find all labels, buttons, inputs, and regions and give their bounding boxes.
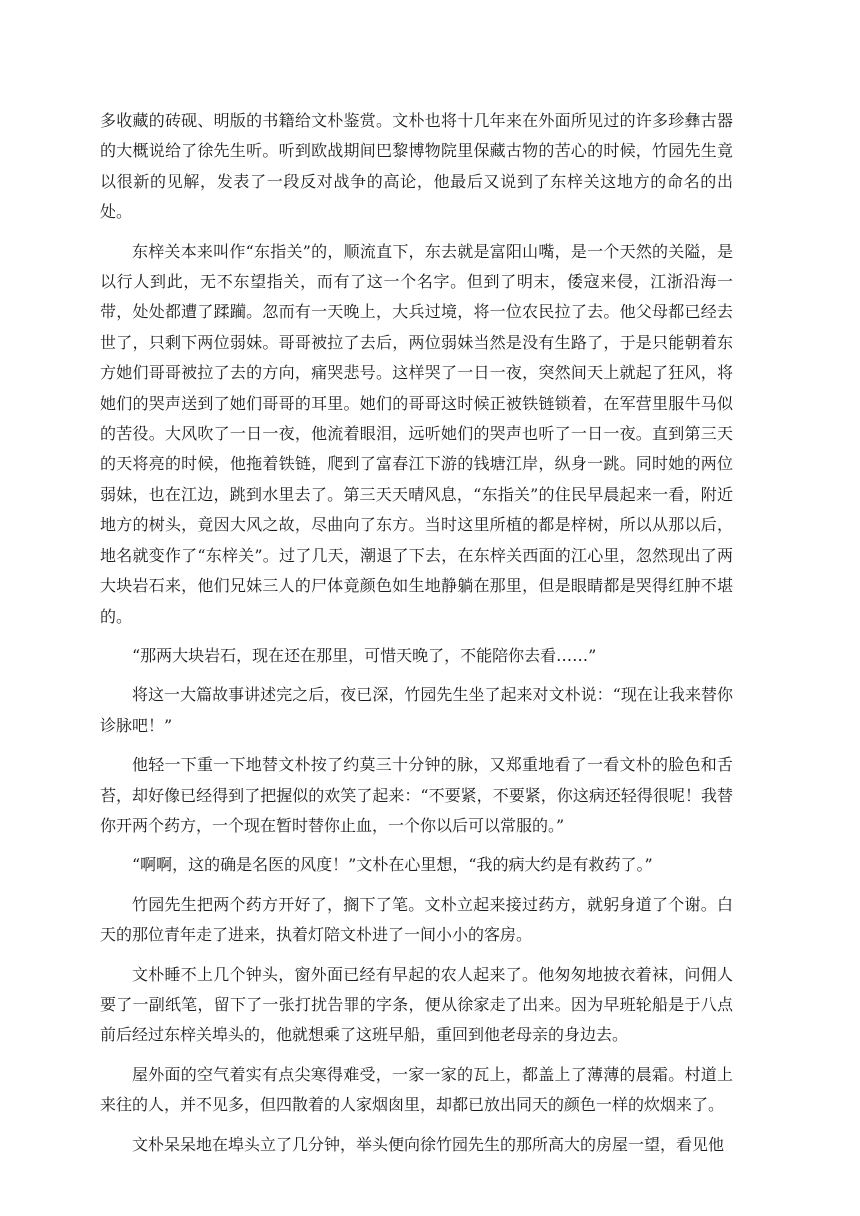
paragraph-9: 屋外面的空气着实有点尖寒得难受，一家一家的瓦上，都盖上了薄薄的晨霜。村道上来往的人，并不见多，但四散着的人家烟囱里，却都已放出同天的颜色一样的炊烟来了。 (100, 1064, 733, 1115)
paragraph-2: 东梓关本来叫作“东指关”的，顺流直下，东去就是富阳山嘴，是一个天然的关隘，是以行人到此，无不东望指关，而有了这一个名字。但到了明末，倭寇来侵，江浙沿海一带，处处都遭了蹂躏。忽而有一天晚上，大兵过境，将一位农民拉了去。他父母都已经去世了，只剩下两位弱妹。哥哥被拉了去后，两位弱妹当然是没有生路了，于是只能朝着东方她们哥哥被拉了去的方向，痛哭悲号。这样哭了一日一夜，突然间天上就起了狂风，将她们的哭声送到了她们哥哥的耳里。她们的哥哥这时候正被铁链锁着，在军营里服牛马似的苦役。大风吹了一日一夜，他流着眼泪，远听她们的哭声也听了一日一夜。直到第三天的天将亮的时候，他拖着铁链，爬到了富春江下游的钱塘江岸，纵身一跳。同时她的两位弱妹，也在江边，跳到水里去了。第三天天晴风息，“东指关”的住民早晨起来一看，附近地方的树头，竟因大风之故，尽曲向了东方。当时这里所植的都是梓树，所以从那以后，地名就变作了“东梓关”。过了几天，潮退了下去，在东梓关西面的江心里，忽然现出了两大块岩石来，他们兄妹三人的尸体竟颜色如生地静躺在那里，但是眼睛都是哭得红肿不堪的。 (100, 241, 733, 626)
paragraph-7: 竹园先生把两个药方开好了，搁下了笔。文朴立起来接过药方，就躬身道了个谢。白天的那位青年走了进来，执着灯陪文朴进了一间小小的客房。 (100, 894, 733, 945)
paragraph-4: 将这一大篇故事讲述完之后，夜已深，竹园先生坐了起来对文朴说：“现在让我来替你诊脉吧！” (100, 685, 733, 735)
paragraph-8: 文朴睡不上几个钟头，窗外面已经有早起的农人起来了。他匆匆地披衣着袜，问佣人要了一副纸笔，留下了一张打扰告罪的字条，便从徐家走了出来。因为早班轮船是于八点前后经过东梓关埠头的，他就想乘了这班早船，重回到他老母亲的身边去。 (100, 964, 733, 1045)
paragraph-5: 他轻一下重一下地替文朴按了约莫三十分钟的脉，又郑重地看了一看文朴的脸色和舌苔，却好像已经得到了把握似的欢笑了起来：“不要紧，不要紧，你这病还轻得很呢！我替你开两个药方，一个现在暂时替你止血，一个你以后可以常服的。” (100, 755, 733, 835)
paragraph-6: “啊啊，这的确是名医的风度！”文朴在心里想，“我的病大约是有救药了。” (132, 855, 653, 875)
paragraph-10: 文朴呆呆地在埠头立了几分钟，举头便向徐竹园先生的那所高大的房屋一望，看见他 (132, 1134, 725, 1154)
body-text (100, 106, 733, 1169)
paragraph-3: “那两大块岩石，现在还在那里，可惜天晚了，不能陪你去看……” (132, 645, 597, 665)
paragraph-1: 多收藏的砖砚、明版的书籍给文朴鉴赏。文朴也将十几年来在外面所见过的许多珍彝古器的大概说给了徐先生听。听到欧战期间巴黎博物院里保藏古物的苦心的时候，竹园先生竟以很新的见解，发表了一段反对战争的高论，他最后又说到了东梓关这地方的命名的出处。 (100, 111, 733, 222)
